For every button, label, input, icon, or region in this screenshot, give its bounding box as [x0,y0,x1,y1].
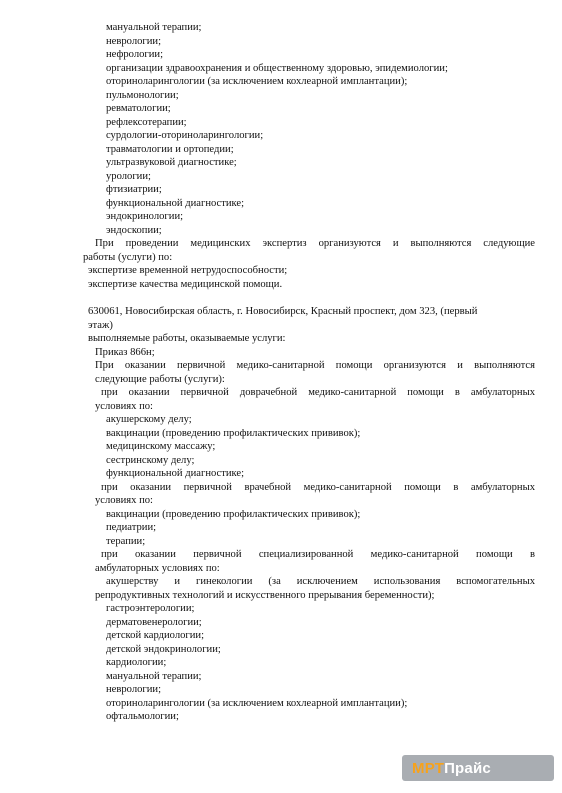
list-item: офтальмологии; [106,711,179,722]
list-item: оториноларингологии (за исключением кохлеарной имплантации); [106,76,408,87]
prevrach-intro: при оказании первичной доврачебной медико-санитарной помощи в амбулаторных [101,387,535,398]
spec-first-item-cont: репродуктивных технологий и искусственного прерывания беременности); [95,589,435,601]
list-item: вакцинации (проведению профилактических прививок); [106,427,361,439]
watermark-text-part2: Прайс [444,759,491,777]
vrach-intro-cont: условиях по: [95,495,153,506]
watermark-text-part1: МРТ [412,759,445,777]
list-item: детской кардиологии; [106,630,205,641]
list-item: травматологии и ортопедии; [106,143,234,155]
spec-first-item: акушерству и гинекологии (за исключением использования вспомогательных [106,576,535,587]
list-item: гастроэнтерологии; [106,603,195,614]
list-item: детской эндокринологии; [106,643,221,655]
list-item: экспертизе временной нетрудоспособности; [88,265,288,276]
list-item: эндокринологии; [106,211,184,222]
list-item: неврологии; [106,35,162,47]
list-item: эндоскопии; [106,224,162,236]
list-item: неврологии; [106,684,162,695]
spec-intro-cont: амбулаторных условиях по: [95,562,220,574]
list-item: ультразвуковой диагностике; [106,157,237,168]
list-item: мануальной терапии; [106,22,202,33]
list-item: сестринскому делу; [106,454,195,466]
list-item: акушерскому делу; [106,414,192,425]
list-item: урологии; [106,170,151,182]
list-item: дерматовенерологии; [106,616,202,628]
list-item: экспертизе качества медицинской помощи. [88,278,283,290]
vrach-intro: при оказании первичной врачебной медико-санитарной помощи в амбулаторных [101,481,535,493]
list-item: функциональной диагностике; [106,468,245,479]
list-item: вакцинации (проведению профилактических прививок); [106,508,361,520]
list-item: терапии; [106,535,146,547]
expertise-intro-cont: работы (услуги) по: [83,251,173,263]
address-line: 630061, Новосибирская область, г. Новосибирск, Красный проспект, дом 323, (первый [88,306,478,317]
works-label: выполняемые работы, оказываемые услуги: [88,333,286,344]
list-item: организации здравоохранения и общественному здоровью, эпидемиологии; [106,62,448,74]
spec-intro: при оказании первичной специализированной медико-санитарной помощи в [101,549,535,560]
list-item: мануальной терапии; [106,670,202,682]
order-label: Приказ 866н; [95,346,155,358]
primary-care-intro: При оказании первичной медико-санитарной помощи организуются и выполняются [95,360,535,371]
list-item: педиатрии; [106,522,157,533]
primary-care-intro-cont: следующие работы (услуги): [95,373,225,385]
list-item: фтизиатрии; [106,184,162,195]
list-item: медицинскому массажу; [106,441,216,452]
list-item: пульмонологии; [106,89,179,101]
list-item: ревматологии; [106,103,171,114]
expertise-intro: При проведении медицинских экспертиз организуются и выполняются следующие [95,238,535,249]
address-line-cont: этаж) [88,319,113,331]
prevrach-intro-cont: условиях по: [95,400,153,412]
list-item: рефлексотерапии; [106,116,187,128]
list-item: функциональной диагностике; [106,197,245,209]
mrt-price-watermark-logo [402,755,554,781]
list-item: сурдологии-оториноларингологии; [106,130,264,141]
list-item: нефрологии; [106,49,164,60]
list-item: оториноларингологии (за исключением кохлеарной имплантации); [106,697,408,709]
list-item: кардиологии; [106,657,167,668]
